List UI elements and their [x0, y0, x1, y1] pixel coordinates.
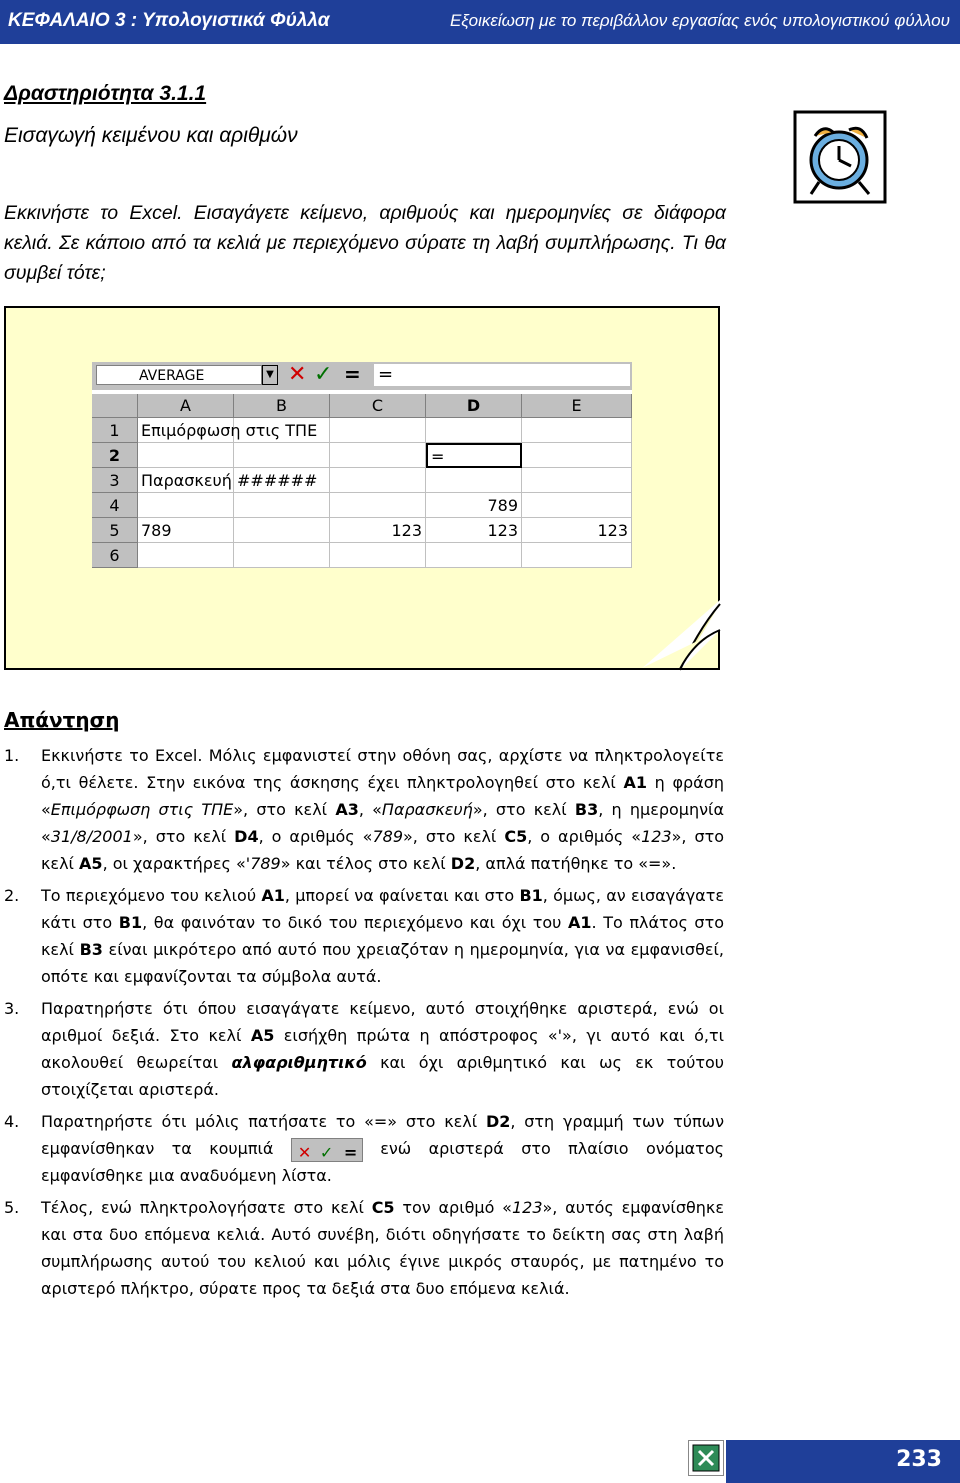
- cell-e6[interactable]: [522, 543, 632, 568]
- answer-text: Παρασκευή: [381, 800, 473, 819]
- name-box-dropdown-icon[interactable]: ▼: [262, 365, 278, 385]
- answer-text: », στο κελί: [403, 827, 505, 846]
- cell-c1[interactable]: [330, 418, 426, 443]
- answer-text: , ο αριθμός «: [527, 827, 642, 846]
- cell-d3[interactable]: [426, 468, 522, 493]
- answer-text: '789: [245, 854, 281, 873]
- cell-b2[interactable]: [234, 443, 330, 468]
- col-header[interactable]: C: [330, 394, 426, 418]
- section-title: Εξοικείωση με το περιβάλλον εργασίας ενός υπολογιστικού φύλλου: [449, 11, 950, 30]
- page-number: 233: [896, 1447, 942, 1472]
- answer-text: , μπορεί να φαίνεται και στο: [284, 886, 520, 905]
- answer-text: A1: [261, 886, 285, 905]
- answer-title: Απάντηση: [4, 708, 120, 732]
- cell-c2[interactable]: [330, 443, 426, 468]
- cell-e2[interactable]: [522, 443, 632, 468]
- formula-input[interactable]: =: [374, 364, 630, 386]
- answer-text: 123: [641, 827, 672, 846]
- answer-text: B3: [574, 800, 599, 819]
- answer-text: A5: [250, 1026, 275, 1045]
- answer-text: τον αριθμό «: [394, 1198, 512, 1217]
- answer-number: 1.: [4, 746, 20, 765]
- answer-text: A1: [568, 913, 592, 932]
- answer-text: , στη γραμμή των τύπων εμφανίσθηκαν τα κουμπιά: [41, 1112, 724, 1158]
- answer-text: ενώ αριστερά στο πλαίσιο ονόματος εμφανίσθηκε μια αναδυόμενη λίστα.: [41, 1139, 724, 1185]
- answer-item: [4, 742, 724, 877]
- cell-e4[interactable]: [522, 493, 632, 518]
- answer-text: » και τέλος στο κελί: [280, 854, 451, 873]
- cell-b1[interactable]: [234, 418, 330, 443]
- answer-text: , θα φαινόταν το δικό του περιεχόμενο και όχι του: [142, 913, 569, 932]
- answer-text: 789: [372, 827, 403, 846]
- activity-body: Εκκινήστε το Excel. Εισαγάγετε κείμενο, αριθμούς και ημερομηνίες σε διάφορα κελιά. Σε κάποιο από τα κελιά με περιεχόμενο σύρατε τη λαβή συμπλήρωσης. Τι θα συμβεί τότε;: [4, 202, 726, 284]
- answer-text: A1: [623, 773, 648, 792]
- cell-d5[interactable]: 123: [426, 518, 522, 543]
- row-header[interactable]: 4: [92, 493, 138, 518]
- row-header[interactable]: 5: [92, 518, 138, 543]
- select-all-corner[interactable]: [92, 394, 138, 418]
- cell-a2[interactable]: [138, 443, 234, 468]
- formula-bar: [92, 362, 632, 390]
- page-header: [0, 0, 960, 44]
- cell-b4[interactable]: [234, 493, 330, 518]
- answer-text: 123: [511, 1198, 543, 1217]
- cell-d4[interactable]: 789: [426, 493, 522, 518]
- answer-text: η φράση «: [41, 773, 724, 819]
- answer-text: αλφαριθμητικό: [231, 1053, 367, 1072]
- answer-text: Επιμόρφωση στις ΤΠΕ: [50, 800, 234, 819]
- answer-item: [4, 1108, 724, 1189]
- page-number-box: [726, 1440, 960, 1483]
- answer-text: », στο κελί: [472, 800, 575, 819]
- answer-text: , «: [358, 800, 382, 819]
- answer-text: B1: [519, 886, 543, 905]
- cell-e1[interactable]: [522, 418, 632, 443]
- cancel-icon[interactable]: ✕: [288, 362, 307, 387]
- answer-item: [4, 995, 724, 1103]
- answer-text: A5: [79, 854, 103, 873]
- answer-text: B1: [118, 913, 143, 932]
- name-box[interactable]: AVERAGE: [96, 365, 262, 385]
- answer-number: 4.: [4, 1112, 20, 1131]
- cell-c3[interactable]: [330, 468, 426, 493]
- edit-formula-icon[interactable]: =: [344, 362, 361, 386]
- answer-text: D2: [485, 1112, 511, 1131]
- cell-a6[interactable]: [138, 543, 234, 568]
- excel-screenshot-note: [4, 306, 720, 670]
- answer-text: , απλά πατήθηκε το «=».: [475, 854, 677, 873]
- answer-text: , όμως, αν εισαγάγατε κάτι στο: [41, 886, 725, 932]
- row-header[interactable]: 1: [92, 418, 138, 443]
- answer-text: », στο κελί: [132, 827, 235, 846]
- row-header[interactable]: 2: [92, 443, 138, 468]
- cell-b3[interactable]: ######: [234, 468, 330, 493]
- cell-d2-active[interactable]: =: [426, 443, 522, 468]
- answer-text: Εκκινήστε το Excel. Μόλις εμφανιστεί στην οθόνη σας, αρχίστε να πληκτρολογείτε ό,τι θέλετε. Στην εικόνα της άσκησης έχει πληκτρολογηθεί στο κελί: [41, 746, 724, 792]
- formula-buttons-image: ✕ ✓ =: [291, 1138, 363, 1162]
- answer-text: Παρατηρήστε ότι μόλις πατήσατε το «=» στο κελί: [41, 1112, 486, 1131]
- answer-text: D2: [450, 854, 476, 873]
- col-header[interactable]: B: [234, 394, 330, 418]
- answer-text: A3: [335, 800, 359, 819]
- answer-text: », στο κελί: [233, 800, 336, 819]
- cell-d6[interactable]: [426, 543, 522, 568]
- answer-text: είναι μικρότερο από αυτό που χρειαζόταν η ημερομηνία, για να εμφανισθεί, οπότε και εμφανίζονται τα σύμβολα αυτά.: [41, 940, 725, 986]
- cell-d1[interactable]: [426, 418, 522, 443]
- col-header[interactable]: E: [522, 394, 632, 418]
- answer-number: 5.: [4, 1198, 20, 1217]
- answer-text: C5: [504, 827, 528, 846]
- cell-e5[interactable]: 123: [522, 518, 632, 543]
- cell-b6[interactable]: [234, 543, 330, 568]
- chapter-title: ΚΕΦΑΛΑΙΟ 3 : Υπολογιστικά Φύλλα: [8, 10, 330, 31]
- answer-text: C5: [371, 1198, 395, 1217]
- answer-text: Το περιεχόμενο του κελιού: [41, 886, 262, 905]
- row-header[interactable]: 6: [92, 543, 138, 568]
- row-header[interactable]: 3: [92, 468, 138, 493]
- answer-text: D4: [234, 827, 259, 846]
- answer-text: B3: [79, 940, 103, 959]
- answer-list: [4, 742, 724, 1307]
- answer-text: Παρατηρήστε ότι όπου εισαγάγατε κείμενο, αυτό στοιχήθηκε αριστερά, ενώ οι αριθμοί δεξιά. Στο κελί: [41, 999, 724, 1045]
- activity-title: Δραστηριότητα 3.1.1: [4, 82, 207, 105]
- answer-text: και όχι αριθμητικό και ως εκ τούτου στοιχίζεται αριστερά.: [41, 1053, 725, 1099]
- cell-a5[interactable]: 789: [138, 518, 234, 543]
- excel-logo-icon: [688, 1440, 724, 1476]
- cell-c4[interactable]: [330, 493, 426, 518]
- answer-text: , οι χαρακτήρες «: [102, 854, 246, 873]
- activity-subtitle: Εισαγωγή κειμένου και αριθμών: [4, 124, 298, 147]
- excel-window: [92, 362, 632, 568]
- col-header[interactable]: D: [426, 394, 522, 418]
- cell-a3[interactable]: Παρασκευή: [138, 468, 234, 493]
- answer-number: 2.: [4, 886, 20, 905]
- answer-text: , ο αριθμός «: [258, 827, 373, 846]
- cell-e3[interactable]: [522, 468, 632, 493]
- cell-a1[interactable]: Επιμόρφωση στις ΤΠΕ: [138, 418, 234, 443]
- answer-text: , η ημερομηνία «: [41, 800, 725, 846]
- answer-text: 31/8/2001: [50, 827, 133, 846]
- answer-text: . Το πλάτος στο κελί: [41, 913, 724, 959]
- answer-number: 3.: [4, 999, 20, 1018]
- cell-c6[interactable]: [330, 543, 426, 568]
- col-header[interactable]: A: [138, 394, 234, 418]
- alarm-clock-icon: [793, 110, 887, 204]
- enter-check-icon[interactable]: ✓: [314, 362, 333, 387]
- answer-item: [4, 1194, 724, 1302]
- answer-text: », αυτός εμφανίσθηκε και στα δυο επόμενα κελιά. Αυτό συνέβη, διότι οδηγήσατε το δείκτη σας στη λαβή συμπλήρωσης αυτού του κελιού και μόλις έγινε μικρός σταυρός, με πατημένο το αριστερό πλήκτρο, σύρατε προς τα δεξιά στα δυο επόμενα κελιά.: [41, 1198, 724, 1298]
- answer-item: [4, 882, 724, 990]
- cell-c5[interactable]: 123: [330, 518, 426, 543]
- answer-text: εισήχθη πρώτα η απόστροφος «'», γι αυτό και ό,τι ακολουθεί θεωρείται: [41, 1026, 725, 1072]
- cell-b5[interactable]: [234, 518, 330, 543]
- answer-text: », στο κελί: [41, 827, 725, 873]
- answer-text: Τέλος, ενώ πληκτρολογήσατε στο κελί: [41, 1198, 372, 1217]
- cell-a4[interactable]: [138, 493, 234, 518]
- page-curl-icon: [640, 600, 722, 672]
